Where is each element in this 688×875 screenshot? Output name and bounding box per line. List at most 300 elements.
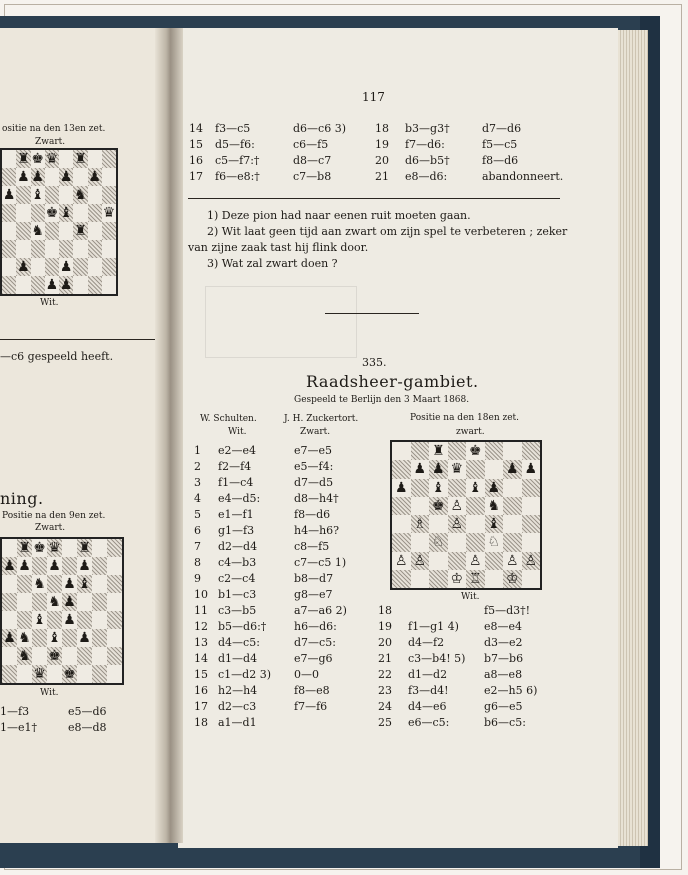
chess-piece-icon: ♟ <box>63 594 76 610</box>
board-square <box>392 460 411 478</box>
board-square <box>107 575 122 593</box>
board-square <box>77 629 92 647</box>
move-white: e6—c5: <box>408 716 450 729</box>
chess-piece-icon: ♟ <box>59 259 73 275</box>
chess-piece-icon: ♚ <box>31 151 44 167</box>
board-square <box>522 479 541 497</box>
chess-piece-icon: ♞ <box>18 648 31 664</box>
move-number: 24 <box>378 700 392 713</box>
board-square <box>92 593 107 611</box>
board-square <box>503 552 522 570</box>
board-square <box>16 186 30 204</box>
page-number: 117 <box>362 90 385 104</box>
board-square <box>45 222 59 240</box>
chess-piece-icon: ♟ <box>524 461 538 478</box>
game-subtitle: Gespeeld te Berlijn den 3 Maart 1868. <box>294 395 470 405</box>
board-square <box>485 515 504 533</box>
board-square <box>31 168 45 186</box>
move-white: b1—c3 <box>218 588 257 601</box>
board-square <box>59 222 73 240</box>
left-rule <box>0 339 155 340</box>
chess-piece-icon: ♙ <box>450 516 464 532</box>
board-square <box>522 552 541 570</box>
board-square <box>102 168 116 186</box>
board-square <box>522 515 541 533</box>
board-square <box>2 276 16 294</box>
board-square <box>47 665 62 683</box>
board-square <box>77 575 92 593</box>
board-square <box>503 460 522 478</box>
chess-piece-icon: ♙ <box>505 552 519 569</box>
move-white: f1—g1 4) <box>408 620 459 633</box>
move-black: b8—d7 <box>294 572 334 585</box>
move-black: d7—d5 <box>294 476 334 489</box>
chess-piece-icon: ♚ <box>33 540 46 556</box>
board-square <box>2 575 17 593</box>
move-number: 20 <box>378 636 392 649</box>
chess-piece-icon: ♟ <box>59 169 73 185</box>
move-black: f7—f6 <box>294 700 328 713</box>
chess-piece-icon: ♜ <box>74 151 87 167</box>
board-square <box>59 186 73 204</box>
board-square <box>92 629 107 647</box>
board-square <box>31 240 45 258</box>
board-square <box>45 186 59 204</box>
top-move-w2: e8—d6: <box>405 170 448 183</box>
board-square <box>411 479 430 497</box>
board-square <box>392 515 411 533</box>
move-white: e4—d5: <box>218 492 261 505</box>
top-move-b2: f5—c5 <box>482 138 518 151</box>
board-square <box>77 557 92 575</box>
move-white: g1—f3 <box>218 524 255 537</box>
board-square <box>73 258 87 276</box>
show-through-board <box>205 286 357 358</box>
board-square <box>16 276 30 294</box>
board-square <box>466 479 485 497</box>
board-square <box>31 258 45 276</box>
board-square <box>47 539 62 557</box>
board-square <box>32 575 47 593</box>
board-square <box>2 204 16 222</box>
notes-rule <box>188 198 560 199</box>
move-black: d7—c5: <box>294 636 336 649</box>
game-number: 335. <box>362 356 387 369</box>
left-move-white-1: 1—f3 <box>0 705 30 718</box>
top-move-w: f3—c5 <box>215 122 251 135</box>
top-move-n2: 21 <box>375 170 389 183</box>
board-square <box>503 515 522 533</box>
board-square <box>522 442 541 460</box>
diagram-caption: Positie na den 18en zet. <box>410 413 520 423</box>
board-square <box>503 479 522 497</box>
chess-piece-icon: ♙ <box>524 552 538 569</box>
chess-board-left-top <box>0 148 118 296</box>
top-move-w: f6—e8:† <box>215 170 260 183</box>
chess-piece-icon: ♞ <box>48 594 61 610</box>
board-square <box>73 186 87 204</box>
chess-piece-icon: ♝ <box>48 630 61 646</box>
move-white: b5—d6:† <box>218 620 267 633</box>
board-square <box>62 557 77 575</box>
move-white: e1—f1 <box>218 508 254 521</box>
move-number: 16 <box>194 684 208 697</box>
top-move-w2: b3—g3† <box>405 122 450 135</box>
board-square <box>62 665 77 683</box>
chess-piece-icon: ♜ <box>74 223 87 239</box>
move-white: d4—c5: <box>218 636 260 649</box>
board-square <box>107 629 122 647</box>
board-square <box>62 629 77 647</box>
board-square <box>77 647 92 665</box>
move-number: 12 <box>194 620 208 633</box>
chess-piece-icon: ♟ <box>2 187 16 203</box>
board-square <box>31 276 45 294</box>
move-white: c3—b4! 5) <box>408 652 466 665</box>
board-square <box>73 240 87 258</box>
board-square <box>503 442 522 460</box>
board-square <box>16 150 30 168</box>
board-square <box>107 611 122 629</box>
move-number: 1 <box>194 444 201 457</box>
board-square <box>45 276 59 294</box>
move-white: d1—d4 <box>218 652 258 665</box>
board-square <box>102 204 116 222</box>
chess-piece-icon: ♔ <box>505 570 519 587</box>
board-square <box>503 497 522 515</box>
chess-piece-icon: ♜ <box>78 540 91 556</box>
board-square <box>62 647 77 665</box>
board-square <box>102 186 116 204</box>
top-move-w2: d6—b5† <box>405 154 450 167</box>
board-square <box>88 222 102 240</box>
top-move-n: 15 <box>189 138 203 151</box>
board-square <box>31 222 45 240</box>
board-square <box>466 442 485 460</box>
chess-piece-icon: ♘ <box>487 534 501 551</box>
move-number: 18 <box>194 716 208 729</box>
board-square <box>2 557 17 575</box>
chess-piece-icon: ♟ <box>17 169 30 185</box>
top-move-n: 14 <box>189 122 203 135</box>
board-square <box>73 222 87 240</box>
top-move-w: c5—f7:† <box>215 154 260 167</box>
chess-piece-icon: ♜ <box>18 540 31 556</box>
chess-piece-icon: ♟ <box>413 461 427 478</box>
board-square <box>503 570 522 588</box>
game-title: Raadsheer-gambiet. <box>306 372 479 391</box>
board-square <box>32 665 47 683</box>
board-square <box>2 629 17 647</box>
move-number: 10 <box>194 588 208 601</box>
move-black: e8—e4 <box>484 620 523 633</box>
top-move-n: 17 <box>189 170 203 183</box>
move-black: h6—d6: <box>294 620 337 633</box>
move-black: a8—e8 <box>484 668 523 681</box>
board-square <box>77 593 92 611</box>
chess-piece-icon: ♝ <box>33 612 46 628</box>
chess-piece-icon: ♚ <box>431 497 445 514</box>
move-black: b6—c5: <box>484 716 526 729</box>
board-square <box>107 593 122 611</box>
chess-piece-icon: ♛ <box>48 540 61 556</box>
chess-piece-icon: ♚ <box>48 648 61 664</box>
board-square <box>2 539 17 557</box>
move-white: c3—b5 <box>218 604 257 617</box>
move-black: b7—b6 <box>484 652 524 665</box>
board-square <box>107 539 122 557</box>
left-heading-fragment: ning. <box>0 489 44 508</box>
chess-piece-icon: ♟ <box>3 558 16 574</box>
move-white: d2—c3 <box>218 700 257 713</box>
board-square <box>31 150 45 168</box>
board-square <box>92 557 107 575</box>
move-white: d4—e6 <box>408 700 447 713</box>
board-square <box>392 479 411 497</box>
board-square <box>92 611 107 629</box>
board-square <box>411 533 430 551</box>
chess-piece-icon: ♟ <box>17 259 30 275</box>
board-square <box>92 665 107 683</box>
board-square <box>522 497 541 515</box>
board-square <box>429 552 448 570</box>
move-number: 14 <box>194 652 208 665</box>
board-square <box>88 204 102 222</box>
chess-piece-icon: ♞ <box>74 187 87 203</box>
chess-piece-icon: ♔ <box>450 570 464 587</box>
chess-piece-icon: ♝ <box>487 516 501 532</box>
chess-piece-icon: ♞ <box>33 576 46 592</box>
column-label-black: Zwart. <box>300 427 331 437</box>
move-black: d3—e2 <box>484 636 523 649</box>
move-white: f2—f4 <box>218 460 252 473</box>
chess-piece-icon: ♟ <box>3 630 16 646</box>
board-square <box>485 442 504 460</box>
move-number: 7 <box>194 540 201 553</box>
board-square <box>92 575 107 593</box>
move-white: d1—d2 <box>408 668 448 681</box>
move-black: g8—e7 <box>294 588 333 601</box>
board-square <box>411 552 430 570</box>
board-square <box>16 168 30 186</box>
top-move-b2: d7—d6 <box>482 122 522 135</box>
move-white: d2—d4 <box>218 540 258 553</box>
board-square <box>47 611 62 629</box>
board-square <box>59 276 73 294</box>
chess-piece-icon: ♟ <box>394 479 408 496</box>
board-square <box>448 460 467 478</box>
move-black: g6—e5 <box>484 700 523 713</box>
board-square <box>2 240 16 258</box>
board-square <box>392 570 411 588</box>
board-square <box>411 442 430 460</box>
move-white: c1—d2 3) <box>218 668 271 681</box>
board-square <box>392 552 411 570</box>
board-square <box>17 593 32 611</box>
chess-piece-icon: ♟ <box>45 277 59 293</box>
board-square <box>448 570 467 588</box>
chess-piece-icon: ♟ <box>63 576 76 592</box>
board-square <box>88 240 102 258</box>
chess-piece-icon: ♛ <box>33 666 46 682</box>
chess-piece-icon: ♝ <box>431 479 445 496</box>
move-number: 25 <box>378 716 392 729</box>
board-square <box>17 557 32 575</box>
board-square <box>429 442 448 460</box>
board-square <box>466 552 485 570</box>
board-square <box>522 460 541 478</box>
board-square <box>411 460 430 478</box>
move-number: 13 <box>194 636 208 649</box>
board-square <box>522 570 541 588</box>
move-black: f5—d3†! <box>484 604 531 617</box>
board-square <box>485 479 504 497</box>
board-square <box>448 533 467 551</box>
board-square <box>88 168 102 186</box>
chess-piece-icon: ♟ <box>487 479 501 496</box>
board-square <box>102 150 116 168</box>
move-black: e7—g6 <box>294 652 333 665</box>
move-number: 8 <box>194 556 201 569</box>
left-label-black-top: Zwart. <box>35 137 66 147</box>
chess-piece-icon: ♙ <box>413 552 427 569</box>
board-square <box>485 460 504 478</box>
board-square <box>32 593 47 611</box>
board-square <box>429 533 448 551</box>
chess-piece-icon: ♟ <box>88 169 101 185</box>
board-square <box>31 186 45 204</box>
move-number: 18 <box>378 604 392 617</box>
note-3: 3) Wat zal zwart doen ? <box>207 257 338 270</box>
chess-piece-icon: ♟ <box>63 612 76 628</box>
board-square <box>392 533 411 551</box>
board-square <box>47 647 62 665</box>
top-move-b2: f8—d6 <box>482 154 519 167</box>
chess-piece-icon: ♛ <box>102 205 116 221</box>
move-black: c7—c5 1) <box>294 556 347 569</box>
board-square <box>32 539 47 557</box>
chess-piece-icon: ♟ <box>18 558 31 574</box>
move-black: h4—h6? <box>294 524 340 537</box>
board-square <box>16 240 30 258</box>
board-square <box>88 186 102 204</box>
board-square <box>88 258 102 276</box>
chess-piece-icon: ♘ <box>431 534 445 551</box>
board-square <box>2 647 17 665</box>
board-square <box>62 593 77 611</box>
board-square <box>448 442 467 460</box>
chess-piece-icon: ♛ <box>450 461 464 478</box>
move-white: c4—b3 <box>218 556 257 569</box>
board-square <box>107 647 122 665</box>
board-square <box>32 629 47 647</box>
board-square <box>429 515 448 533</box>
board-square <box>62 539 77 557</box>
move-number: 9 <box>194 572 201 585</box>
board-square <box>88 150 102 168</box>
chess-piece-icon: ♟ <box>78 630 91 646</box>
board-square <box>45 168 59 186</box>
top-move-b: d8—c7 <box>293 154 332 167</box>
left-text-line: —c6 gespeeld heeft. <box>0 350 114 363</box>
chess-piece-icon: ♙ <box>394 552 408 569</box>
chess-piece-icon: ♟ <box>31 169 44 185</box>
board-square <box>522 533 541 551</box>
board-square <box>59 204 73 222</box>
board-square <box>62 611 77 629</box>
chess-piece-icon: ♚ <box>45 205 59 221</box>
chess-piece-icon: ♝ <box>31 187 44 203</box>
top-move-n: 16 <box>189 154 203 167</box>
chess-piece-icon: ♟ <box>78 558 91 574</box>
board-square <box>448 479 467 497</box>
board-square <box>2 168 16 186</box>
diagram-label-white: Wit. <box>461 592 480 602</box>
board-square <box>107 557 122 575</box>
chess-piece-icon: ♗ <box>413 516 427 532</box>
board-square <box>466 570 485 588</box>
note-2: 2) Wit laat geen tijd aan zwart om zijn spel te verbeteren ; zeker <box>207 225 568 238</box>
board-square <box>45 204 59 222</box>
chess-piece-icon: ♚ <box>468 443 482 459</box>
board-square <box>466 460 485 478</box>
chess-board-left-bottom <box>0 537 124 685</box>
board-square <box>429 570 448 588</box>
board-square <box>503 533 522 551</box>
board-square <box>31 204 45 222</box>
board-square <box>2 222 16 240</box>
move-white: a1—d1 <box>218 716 257 729</box>
move-number: 4 <box>194 492 201 505</box>
diagram-label-black: zwart. <box>456 427 485 437</box>
section-separator <box>325 313 419 314</box>
board-square <box>47 557 62 575</box>
player-black: J. H. Zuckertort. <box>284 414 359 424</box>
move-number: 22 <box>378 668 392 681</box>
move-white: d4—f2 <box>408 636 445 649</box>
chess-piece-icon: ♚ <box>63 666 76 682</box>
board-square <box>102 240 116 258</box>
board-square <box>73 276 87 294</box>
board-square <box>45 240 59 258</box>
board-square <box>59 240 73 258</box>
board-square <box>429 479 448 497</box>
chess-piece-icon: ♟ <box>59 277 73 293</box>
top-move-b2: abandonneert. <box>482 170 564 183</box>
top-move-w: d5—f6: <box>215 138 255 151</box>
board-square <box>45 258 59 276</box>
board-square <box>92 539 107 557</box>
board-square <box>73 168 87 186</box>
board-square <box>77 665 92 683</box>
board-square <box>411 497 430 515</box>
player-white: W. Schulten. <box>200 414 257 424</box>
column-label-white: Wit. <box>228 427 247 437</box>
board-square <box>2 593 17 611</box>
board-square <box>16 204 30 222</box>
move-number: 19 <box>378 620 392 633</box>
move-number: 3 <box>194 476 201 489</box>
chess-piece-icon: ♝ <box>59 205 73 221</box>
left-move-black-1: e5—d6 <box>68 705 107 718</box>
move-white: h2—h4 <box>218 684 258 697</box>
chess-board-main <box>390 440 542 590</box>
board-square <box>92 647 107 665</box>
board-square <box>2 258 16 276</box>
board-square <box>73 204 87 222</box>
top-move-b: d6—c6 3) <box>293 122 346 135</box>
board-square <box>485 552 504 570</box>
